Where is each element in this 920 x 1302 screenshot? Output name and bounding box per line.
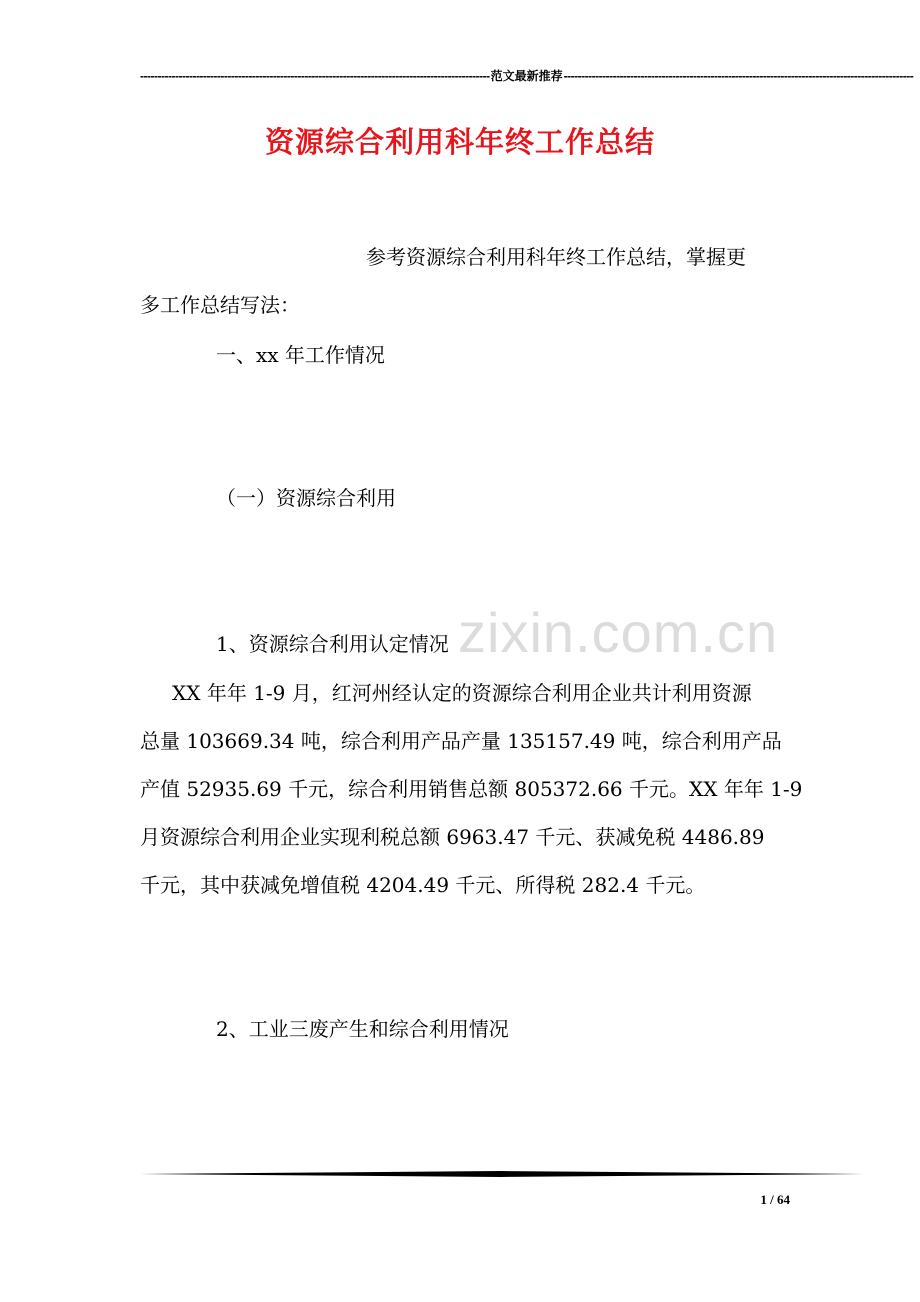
page-number: 1 / 64 bbox=[760, 1192, 790, 1207]
paragraph-line: 总量 103669.34 吨，综合利用产品产量 135157.49 吨，综合利用产品 bbox=[140, 729, 782, 753]
paragraph-line: 千元，其中获减免增值税 4204.49 千元、所得税 282.4 千元。 bbox=[140, 873, 706, 897]
header-right-dashes: ---------------------------------------------------------------------------------------------------- bbox=[563, 69, 914, 83]
paragraph-line: 产值 52935.69 千元，综合利用销售总额 805372.66 千元。XX 年年 1-9 bbox=[140, 777, 803, 801]
paragraph-line: 月资源综合利用企业实现利税总额 6963.47 千元、获减免税 4486.89 bbox=[140, 825, 765, 849]
item-heading-2: 2、工业三废产生和综合利用情况 bbox=[216, 1017, 509, 1041]
watermark: zixin.com.cn bbox=[458, 601, 779, 664]
intro-line-1: 参考资源综合利用科年终工作总结，掌握更 bbox=[366, 245, 746, 269]
item-heading-1: 1、资源综合利用认定情况 bbox=[216, 632, 449, 656]
document-title: 资源综合利用科年终工作总结 bbox=[264, 125, 655, 159]
page-header bbox=[140, 66, 914, 86]
header-label: 范文最新推荐 bbox=[490, 69, 563, 83]
section-heading: 一、xx 年工作情况 bbox=[216, 343, 385, 367]
subsection-heading: （一）资源综合利用 bbox=[216, 486, 396, 510]
footer-divider bbox=[140, 1170, 864, 1178]
paragraph-line: XX 年年 1-9 月，红河州经认定的资源综合利用企业共计利用资源 bbox=[172, 681, 752, 705]
header-left-dashes: ---------------------------------------------------------------------------------------------------- bbox=[140, 69, 490, 83]
intro-line-2: 多工作总结写法： bbox=[140, 293, 300, 317]
